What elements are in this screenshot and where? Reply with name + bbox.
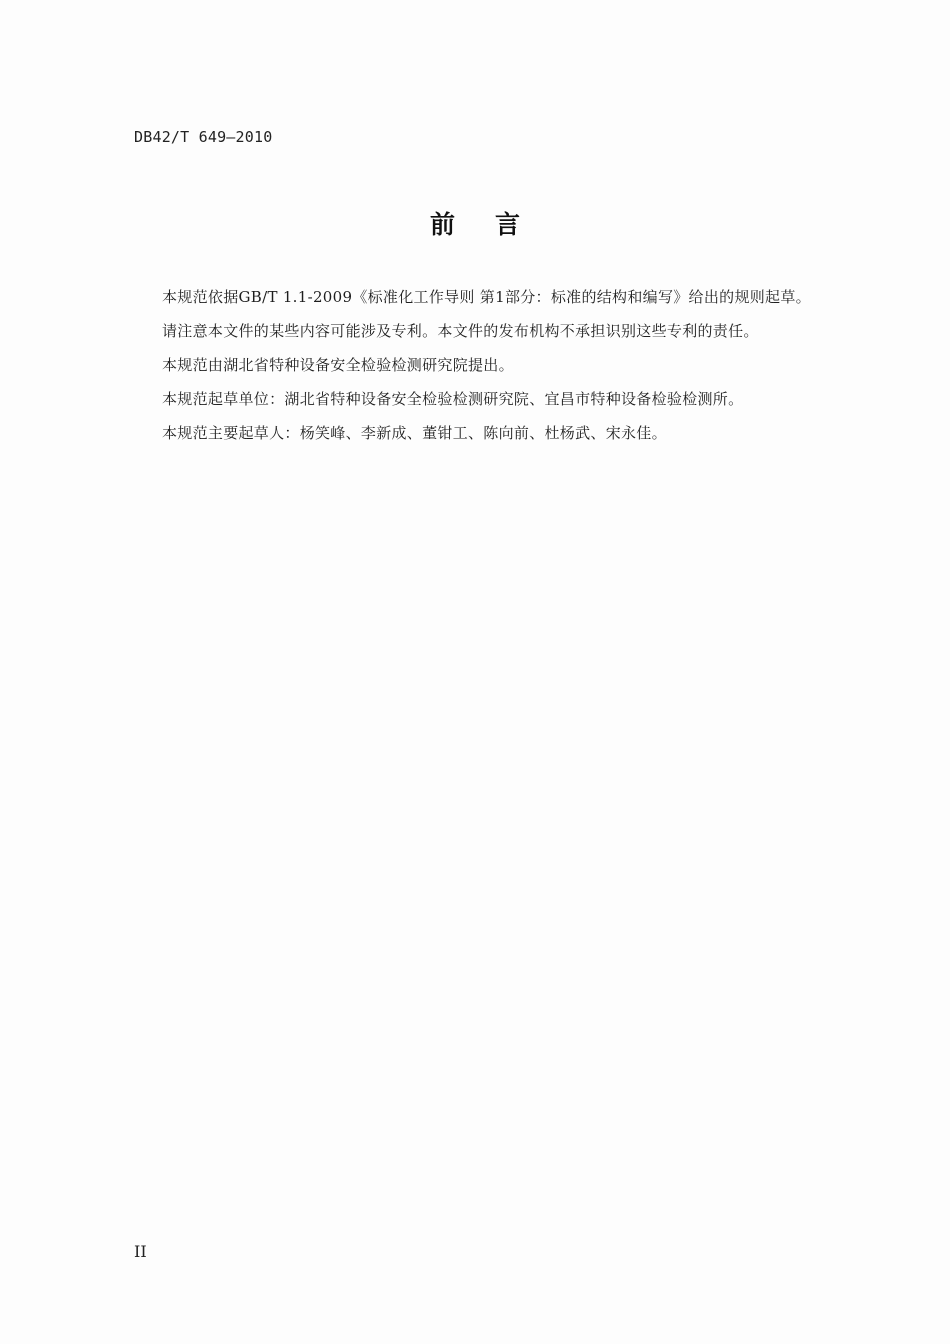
foreword-body (162, 283, 892, 453)
document-code: DB42/T 649—2010 (134, 128, 273, 146)
page-number: II (134, 1242, 147, 1261)
paragraph-drafting-units: 本规范起草单位：湖北省特种设备安全检验检测研究院、宜昌市特种设备检验检测所。 (162, 390, 744, 408)
paragraph-drafters: 本规范主要起草人：杨笑峰、李新成、董钳工、陈向前、杜杨武、宋永佳。 (162, 424, 667, 442)
paragraph-drafting-basis: 本规范依据GB/T 1.1-2009《标准化工作导则 第1部分：标准的结构和编写》给出的规则起草。 (162, 288, 811, 306)
section-title: 前言 (429, 210, 560, 239)
paragraph-patent-notice: 请注意本文件的某些内容可能涉及专利。本文件的发布机构不承担识别这些专利的责任。 (162, 322, 759, 340)
paragraph-proposer: 本规范由湖北省特种设备安全检验检测研究院提出。 (162, 356, 514, 374)
